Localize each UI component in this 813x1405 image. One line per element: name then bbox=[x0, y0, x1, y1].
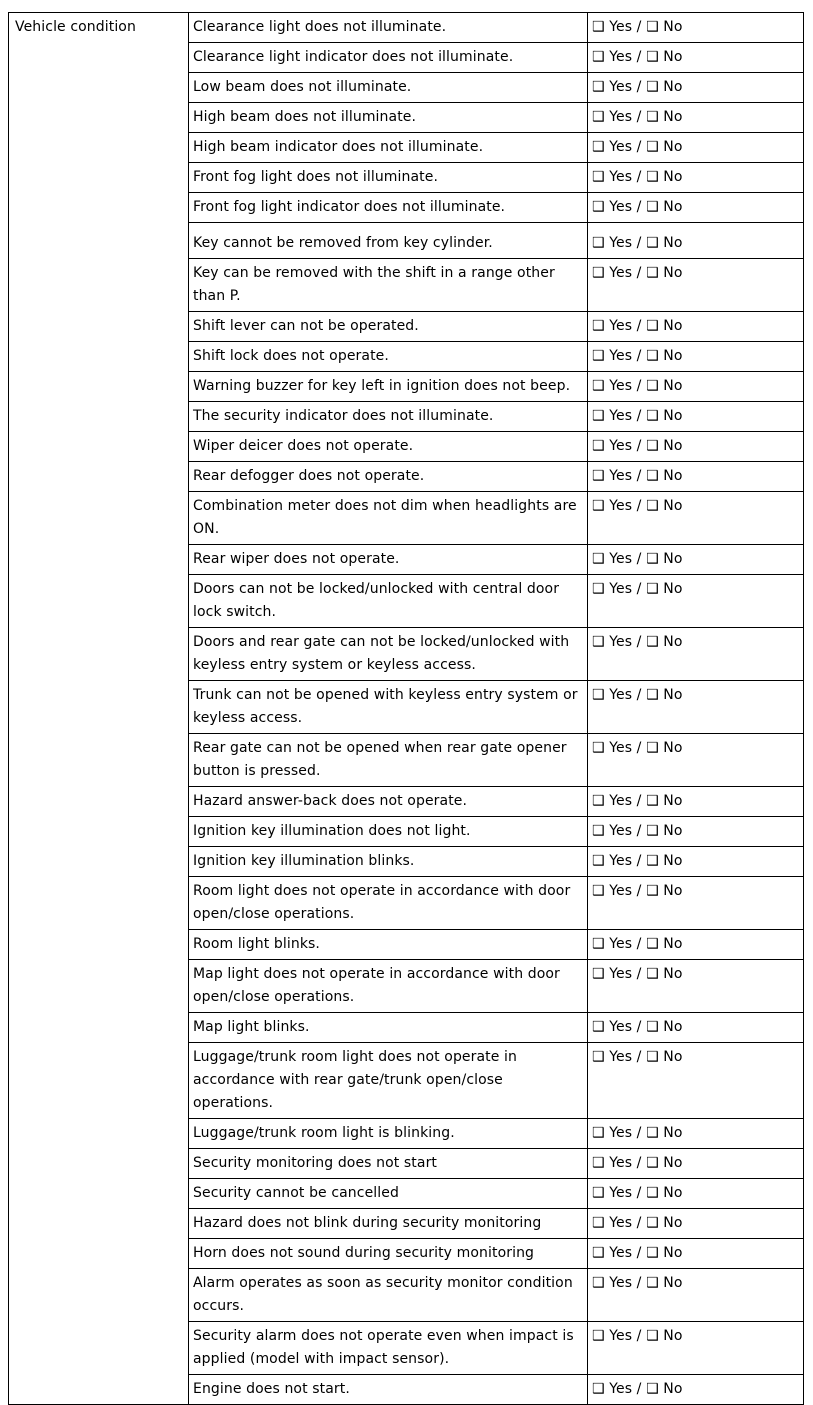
no-checkbox[interactable]: ❑ No bbox=[646, 740, 683, 756]
no-checkbox[interactable]: ❑ No bbox=[646, 498, 683, 514]
condition-text: High beam does not illuminate. bbox=[193, 109, 417, 125]
condition-text: Shift lock does not operate. bbox=[193, 348, 389, 364]
condition-text: The security indicator does not illuminate. bbox=[193, 408, 494, 424]
yes-no-cell bbox=[588, 1043, 804, 1119]
condition-cell bbox=[189, 1239, 588, 1269]
yes-no-cell bbox=[588, 1179, 804, 1209]
no-checkbox[interactable]: ❑ No bbox=[646, 49, 683, 65]
condition-text: Security monitoring does not start bbox=[193, 1155, 438, 1171]
condition-cell bbox=[189, 163, 588, 193]
condition-cell bbox=[189, 628, 588, 681]
yes-no-separator: / bbox=[636, 687, 642, 703]
yes-no-separator: / bbox=[636, 1275, 642, 1291]
condition-cell bbox=[189, 13, 588, 43]
yes-no-cell bbox=[588, 103, 804, 133]
yes-no-cell bbox=[588, 575, 804, 628]
condition-text: Shift lever can not be operated. bbox=[193, 318, 419, 334]
no-checkbox[interactable]: ❑ No bbox=[646, 378, 683, 394]
condition-text: Luggage/trunk room light is blinking. bbox=[193, 1125, 455, 1141]
yes-checkbox[interactable]: ❑ Yes bbox=[592, 1125, 633, 1141]
yes-checkbox[interactable]: ❑ Yes bbox=[592, 1381, 633, 1397]
condition-text: High beam indicator does not illuminate. bbox=[193, 139, 484, 155]
condition-cell bbox=[189, 817, 588, 847]
condition-cell bbox=[189, 259, 588, 312]
yes-checkbox[interactable]: ❑ Yes bbox=[592, 1155, 633, 1171]
yes-no-separator: / bbox=[636, 378, 642, 394]
yes-checkbox[interactable]: ❑ Yes bbox=[592, 1019, 633, 1035]
yes-no-separator: / bbox=[636, 1381, 642, 1397]
yes-checkbox[interactable]: ❑ Yes bbox=[592, 1215, 633, 1231]
yes-no-separator: / bbox=[636, 19, 642, 35]
condition-cell bbox=[189, 372, 588, 402]
condition-text: Front fog light does not illuminate. bbox=[193, 169, 439, 185]
yes-no-separator: / bbox=[636, 139, 642, 155]
yes-no-cell bbox=[588, 193, 804, 223]
yes-checkbox[interactable]: ❑ Yes bbox=[592, 1185, 633, 1201]
yes-no-separator: / bbox=[636, 438, 642, 454]
condition-text: Room light blinks. bbox=[193, 936, 320, 952]
yes-checkbox[interactable]: ❑ Yes bbox=[592, 1049, 633, 1065]
yes-checkbox[interactable]: ❑ Yes bbox=[592, 378, 633, 394]
condition-text: Security cannot be cancelled bbox=[193, 1185, 399, 1201]
table-body bbox=[9, 13, 804, 1405]
yes-no-cell bbox=[588, 1209, 804, 1239]
condition-cell bbox=[189, 1269, 588, 1322]
yes-checkbox[interactable]: ❑ Yes bbox=[592, 49, 633, 65]
condition-text: Key cannot be removed from key cylinder. bbox=[193, 235, 493, 251]
yes-no-cell bbox=[588, 13, 804, 43]
no-checkbox[interactable]: ❑ No bbox=[646, 79, 683, 95]
yes-no-separator: / bbox=[636, 169, 642, 185]
yes-checkbox[interactable]: ❑ Yes bbox=[592, 438, 633, 454]
yes-no-cell bbox=[588, 133, 804, 163]
condition-cell bbox=[189, 103, 588, 133]
no-checkbox[interactable]: ❑ No bbox=[646, 853, 683, 869]
yes-no-separator: / bbox=[636, 581, 642, 597]
no-checkbox[interactable]: ❑ No bbox=[646, 551, 683, 567]
yes-no-cell bbox=[588, 787, 804, 817]
yes-no-cell bbox=[588, 43, 804, 73]
yes-no-cell bbox=[588, 223, 804, 259]
condition-cell bbox=[189, 1119, 588, 1149]
yes-checkbox[interactable]: ❑ Yes bbox=[592, 634, 633, 650]
yes-checkbox[interactable]: ❑ Yes bbox=[592, 936, 633, 952]
no-checkbox[interactable]: ❑ No bbox=[646, 1381, 683, 1397]
no-checkbox[interactable]: ❑ No bbox=[646, 687, 683, 703]
yes-no-separator: / bbox=[636, 79, 642, 95]
condition-cell bbox=[189, 342, 588, 372]
condition-text: Horn does not sound during security monitoring bbox=[193, 1245, 535, 1261]
no-checkbox[interactable]: ❑ No bbox=[646, 581, 683, 597]
yes-checkbox[interactable]: ❑ Yes bbox=[592, 581, 633, 597]
yes-no-cell bbox=[588, 1375, 804, 1405]
no-checkbox[interactable]: ❑ No bbox=[646, 823, 683, 839]
yes-no-cell bbox=[588, 432, 804, 462]
yes-no-cell bbox=[588, 259, 804, 312]
condition-cell bbox=[189, 223, 588, 259]
condition-text: Wiper deicer does not operate. bbox=[193, 438, 414, 454]
yes-no-separator: / bbox=[636, 936, 642, 952]
yes-no-separator: / bbox=[636, 1155, 642, 1171]
no-checkbox[interactable]: ❑ No bbox=[646, 966, 683, 982]
no-checkbox[interactable]: ❑ No bbox=[646, 1019, 683, 1035]
condition-text: Ignition key illumination does not light. bbox=[193, 823, 471, 839]
no-checkbox[interactable]: ❑ No bbox=[646, 438, 683, 454]
category-cell bbox=[9, 13, 189, 1405]
condition-text: Alarm operates as soon as security monitor condition occurs. bbox=[193, 1275, 573, 1314]
yes-no-separator: / bbox=[636, 1215, 642, 1231]
no-checkbox[interactable]: ❑ No bbox=[646, 1155, 683, 1171]
yes-no-cell bbox=[588, 1322, 804, 1375]
yes-checkbox[interactable]: ❑ Yes bbox=[592, 19, 633, 35]
condition-text: Key can be removed with the shift in a range other than P. bbox=[193, 265, 555, 304]
no-checkbox[interactable]: ❑ No bbox=[646, 169, 683, 185]
condition-cell bbox=[189, 787, 588, 817]
condition-cell bbox=[189, 1043, 588, 1119]
yes-checkbox[interactable]: ❑ Yes bbox=[592, 348, 633, 364]
yes-checkbox[interactable]: ❑ Yes bbox=[592, 265, 633, 281]
category-label: Vehicle condition bbox=[15, 19, 136, 35]
yes-no-cell bbox=[588, 960, 804, 1013]
yes-checkbox[interactable]: ❑ Yes bbox=[592, 498, 633, 514]
yes-no-separator: / bbox=[636, 740, 642, 756]
condition-text: Low beam does not illuminate. bbox=[193, 79, 412, 95]
condition-cell bbox=[189, 193, 588, 223]
yes-no-cell bbox=[588, 545, 804, 575]
no-checkbox[interactable]: ❑ No bbox=[646, 1275, 683, 1291]
condition-cell bbox=[189, 847, 588, 877]
table-row bbox=[9, 13, 804, 43]
no-checkbox[interactable]: ❑ No bbox=[646, 235, 683, 251]
condition-cell bbox=[189, 73, 588, 103]
condition-text: Trunk can not be opened with keyless entry system or keyless access. bbox=[193, 687, 578, 726]
yes-no-separator: / bbox=[636, 793, 642, 809]
yes-checkbox[interactable]: ❑ Yes bbox=[592, 853, 633, 869]
yes-checkbox[interactable]: ❑ Yes bbox=[592, 740, 633, 756]
yes-no-cell bbox=[588, 1149, 804, 1179]
yes-no-separator: / bbox=[636, 966, 642, 982]
no-checkbox[interactable]: ❑ No bbox=[646, 1245, 683, 1261]
yes-no-separator: / bbox=[636, 49, 642, 65]
yes-no-cell bbox=[588, 628, 804, 681]
yes-no-cell bbox=[588, 402, 804, 432]
condition-cell bbox=[189, 1322, 588, 1375]
condition-cell bbox=[189, 462, 588, 492]
condition-text: Combination meter does not dim when headlights are ON. bbox=[193, 498, 577, 537]
yes-checkbox[interactable]: ❑ Yes bbox=[592, 966, 633, 982]
yes-no-separator: / bbox=[636, 883, 642, 899]
condition-text: Ignition key illumination blinks. bbox=[193, 853, 415, 869]
condition-cell bbox=[189, 432, 588, 462]
yes-no-separator: / bbox=[636, 823, 642, 839]
yes-checkbox[interactable]: ❑ Yes bbox=[592, 793, 633, 809]
yes-no-separator: / bbox=[636, 109, 642, 125]
condition-cell bbox=[189, 734, 588, 787]
yes-checkbox[interactable]: ❑ Yes bbox=[592, 235, 633, 251]
no-checkbox[interactable]: ❑ No bbox=[646, 1185, 683, 1201]
condition-cell bbox=[189, 133, 588, 163]
yes-no-cell bbox=[588, 342, 804, 372]
yes-checkbox[interactable]: ❑ Yes bbox=[592, 139, 633, 155]
yes-no-separator: / bbox=[636, 1185, 642, 1201]
condition-text: Luggage/trunk room light does not operate in accordance with rear gate/trunk open/close operations. bbox=[193, 1049, 517, 1111]
yes-checkbox[interactable]: ❑ Yes bbox=[592, 109, 633, 125]
yes-no-separator: / bbox=[636, 408, 642, 424]
yes-no-separator: / bbox=[636, 1049, 642, 1065]
condition-text: Security alarm does not operate even when impact is applied (model with impact sensor). bbox=[193, 1328, 574, 1367]
yes-no-cell bbox=[588, 817, 804, 847]
yes-no-separator: / bbox=[636, 265, 642, 281]
yes-no-separator: / bbox=[636, 235, 642, 251]
yes-checkbox[interactable]: ❑ Yes bbox=[592, 823, 633, 839]
yes-no-separator: / bbox=[636, 498, 642, 514]
condition-text: Rear wiper does not operate. bbox=[193, 551, 400, 567]
no-checkbox[interactable]: ❑ No bbox=[646, 265, 683, 281]
condition-cell bbox=[189, 312, 588, 342]
yes-no-cell bbox=[588, 312, 804, 342]
condition-cell bbox=[189, 930, 588, 960]
condition-cell bbox=[189, 1149, 588, 1179]
no-checkbox[interactable]: ❑ No bbox=[646, 109, 683, 125]
yes-checkbox[interactable]: ❑ Yes bbox=[592, 1328, 633, 1344]
no-checkbox[interactable]: ❑ No bbox=[646, 634, 683, 650]
condition-cell bbox=[189, 1013, 588, 1043]
condition-text: Rear defogger does not operate. bbox=[193, 468, 425, 484]
yes-no-separator: / bbox=[636, 1019, 642, 1035]
yes-no-cell bbox=[588, 681, 804, 734]
yes-no-cell bbox=[588, 492, 804, 545]
yes-no-separator: / bbox=[636, 348, 642, 364]
condition-cell bbox=[189, 492, 588, 545]
condition-cell bbox=[189, 960, 588, 1013]
yes-no-separator: / bbox=[636, 551, 642, 567]
yes-no-cell bbox=[588, 462, 804, 492]
condition-text: Front fog light indicator does not illuminate. bbox=[193, 199, 506, 215]
condition-text: Map light does not operate in accordance with door open/close operations. bbox=[193, 966, 560, 1005]
yes-checkbox[interactable]: ❑ Yes bbox=[592, 1245, 633, 1261]
condition-text: Map light blinks. bbox=[193, 1019, 310, 1035]
condition-cell bbox=[189, 402, 588, 432]
no-checkbox[interactable]: ❑ No bbox=[646, 408, 683, 424]
yes-no-cell bbox=[588, 877, 804, 930]
yes-no-cell bbox=[588, 734, 804, 787]
condition-text: Rear gate can not be opened when rear gate opener button is pressed. bbox=[193, 740, 567, 779]
no-checkbox[interactable]: ❑ No bbox=[646, 1125, 683, 1141]
condition-cell bbox=[189, 1179, 588, 1209]
no-checkbox[interactable]: ❑ No bbox=[646, 318, 683, 334]
condition-text: Clearance light does not illuminate. bbox=[193, 19, 447, 35]
yes-checkbox[interactable]: ❑ Yes bbox=[592, 79, 633, 95]
no-checkbox[interactable]: ❑ No bbox=[646, 793, 683, 809]
yes-checkbox[interactable]: ❑ Yes bbox=[592, 408, 633, 424]
condition-text: Room light does not operate in accordance with door open/close operations. bbox=[193, 883, 571, 922]
yes-no-separator: / bbox=[636, 468, 642, 484]
yes-no-cell bbox=[588, 372, 804, 402]
yes-no-separator: / bbox=[636, 1328, 642, 1344]
no-checkbox[interactable]: ❑ No bbox=[646, 139, 683, 155]
yes-no-separator: / bbox=[636, 199, 642, 215]
condition-text: Hazard does not blink during security monitoring bbox=[193, 1215, 542, 1231]
condition-cell bbox=[189, 1375, 588, 1405]
condition-text: Doors and rear gate can not be locked/unlocked with keyless entry system or keyless access. bbox=[193, 634, 570, 673]
condition-text: Engine does not start. bbox=[193, 1381, 350, 1397]
yes-no-cell bbox=[588, 1013, 804, 1043]
yes-checkbox[interactable]: ❑ Yes bbox=[592, 169, 633, 185]
no-checkbox[interactable]: ❑ No bbox=[646, 1328, 683, 1344]
yes-no-separator: / bbox=[636, 634, 642, 650]
yes-checkbox[interactable]: ❑ Yes bbox=[592, 318, 633, 334]
yes-no-cell bbox=[588, 847, 804, 877]
condition-cell bbox=[189, 1209, 588, 1239]
no-checkbox[interactable]: ❑ No bbox=[646, 468, 683, 484]
yes-checkbox[interactable]: ❑ Yes bbox=[592, 551, 633, 567]
yes-checkbox[interactable]: ❑ Yes bbox=[592, 1275, 633, 1291]
yes-checkbox[interactable]: ❑ Yes bbox=[592, 468, 633, 484]
condition-text: Clearance light indicator does not illuminate. bbox=[193, 49, 514, 65]
no-checkbox[interactable]: ❑ No bbox=[646, 883, 683, 899]
yes-checkbox[interactable]: ❑ Yes bbox=[592, 687, 633, 703]
condition-cell bbox=[189, 575, 588, 628]
yes-no-cell bbox=[588, 1269, 804, 1322]
condition-cell bbox=[189, 43, 588, 73]
yes-no-cell bbox=[588, 1119, 804, 1149]
yes-checkbox[interactable]: ❑ Yes bbox=[592, 883, 633, 899]
condition-text: Hazard answer-back does not operate. bbox=[193, 793, 468, 809]
yes-no-cell bbox=[588, 930, 804, 960]
condition-text: Doors can not be locked/unlocked with central door lock switch. bbox=[193, 581, 560, 620]
condition-cell bbox=[189, 681, 588, 734]
no-checkbox[interactable]: ❑ No bbox=[646, 1215, 683, 1231]
no-checkbox[interactable]: ❑ No bbox=[646, 19, 683, 35]
no-checkbox[interactable]: ❑ No bbox=[646, 1049, 683, 1065]
yes-no-cell bbox=[588, 1239, 804, 1269]
yes-no-separator: / bbox=[636, 318, 642, 334]
yes-no-separator: / bbox=[636, 853, 642, 869]
yes-no-separator: / bbox=[636, 1245, 642, 1261]
yes-no-cell bbox=[588, 163, 804, 193]
vehicle-condition-table bbox=[8, 12, 804, 1405]
no-checkbox[interactable]: ❑ No bbox=[646, 936, 683, 952]
no-checkbox[interactable]: ❑ No bbox=[646, 199, 683, 215]
yes-no-separator: / bbox=[636, 1125, 642, 1141]
condition-cell bbox=[189, 877, 588, 930]
condition-text: Warning buzzer for key left in ignition does not beep. bbox=[193, 378, 571, 394]
yes-checkbox[interactable]: ❑ Yes bbox=[592, 199, 633, 215]
condition-cell bbox=[189, 545, 588, 575]
no-checkbox[interactable]: ❑ No bbox=[646, 348, 683, 364]
yes-no-cell bbox=[588, 73, 804, 103]
